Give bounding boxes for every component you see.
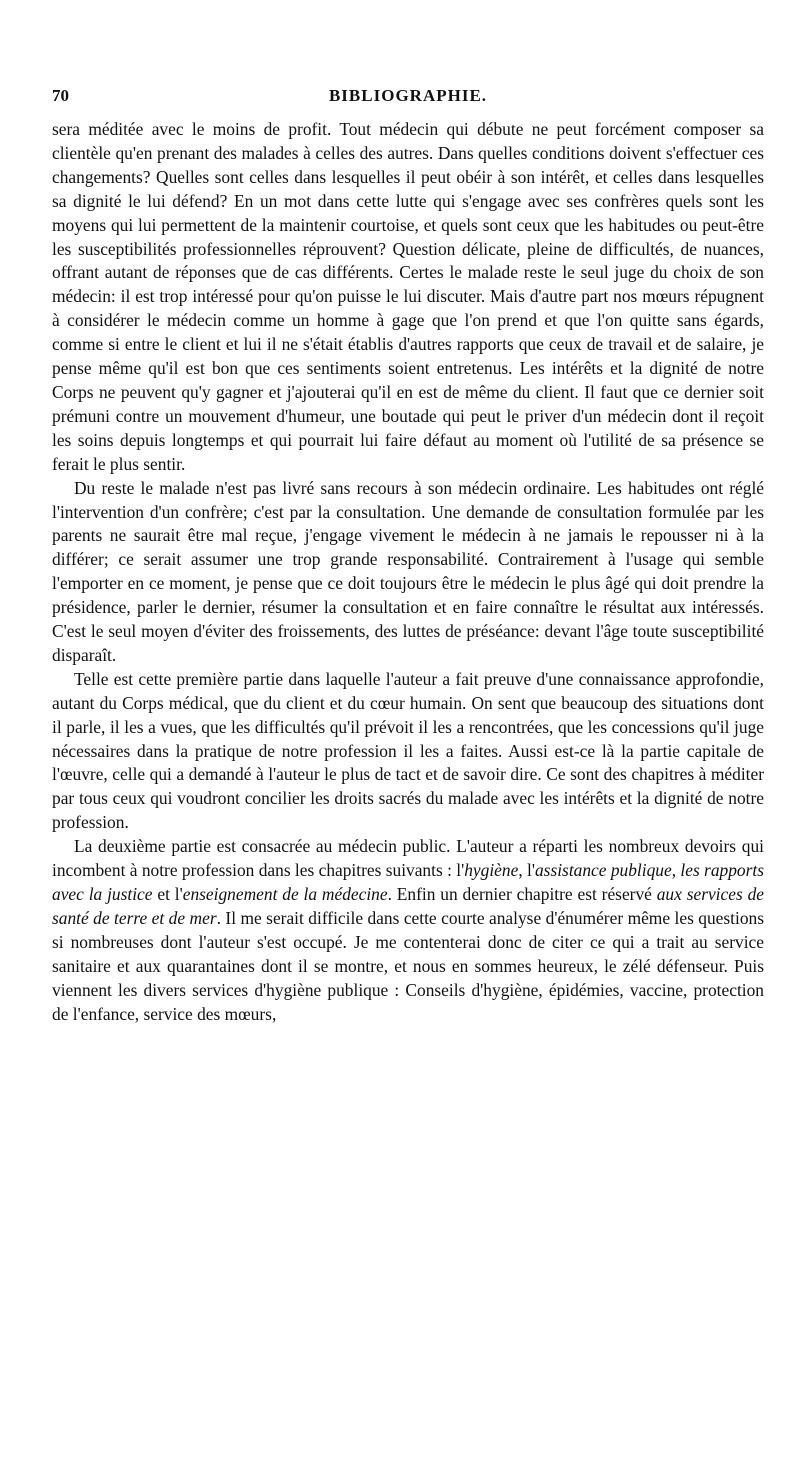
paragraph-4-text: , [671,860,681,881]
running-title: BIBLIOGRAPHIE. [328,86,488,105]
paragraph-4-text: . Enfin un dernier chapitre est réservé [387,884,657,904]
italic-term-hygiene: hygiène [464,860,519,881]
paragraph-4 [52,835,764,1026]
paragraph-4-text: La deuxième partie est consacrée au médecin public. L'auteur a réparti les nombreux devoirs qui incombent à notre profession dans les chapitres suivants : [52,836,764,881]
page [52,86,764,1456]
page-header [52,86,764,116]
paragraph-4-text: , [518,860,528,881]
paragraph-2: Du reste le malade n'est pas livré sans recours à son médecin ordinaire. Les habitudes ont réglé l'intervention d'un confrère; c'est par la consultation. Une demande de consultation formulée par les parents ne saurait être mal reçue, j'engage vivement le médecin à ne jamais le repousser ni à la différer; ce serait assumer une trop grande responsabilité. Contrairement à l'usage qui semble l'emporter en ce moment, je pense que ce doit toujours être le médecin le plus âgé qui doit prendre la présidence, parler le dernier, résumer la consultation et en faire connaître le résultat aux intéressés. C'est le seul moyen d'éviter des froissements, des luttes de préséance: devant l'âge toute susceptibilité disparaît. [52,477,764,665]
paragraph-4-text: l' [527,860,535,881]
paragraph-1: sera méditée avec le moins de profit. Tout médecin qui débute ne peut forcément composer sa clientèle qu'en prenant des malades à celles des autres. Dans quelles conditions doivent s'effectuer ces changements? Quelles sont celles dans lesquelles il peut obéir à son intérêt, et celles dans lesquelles sa dignité le lui défend? En un mot dans cette lutte qui s'engage avec ses confrères quels sont les moyens qui lui permettent de la maintenir courtoise, et quels sont ceux que les habitudes ou peut-être les susceptibilités professionnelles réprouvent? Question délicate, pleine de difficultés, de nuances, offrant autant de réponses que de cas différents. Certes le malade reste le seul juge du choix de son médecin: il est trop intéressé pour qu'on puisse le lui discuter. Mais d'autre part nos mœurs répugnent à considérer le médecin comme un homme à gage que l'on prend et que l'on quitte sans égards, comme si entre le client et lui il ne s'était établis d'autres rapports que ceux de travail et de salaire, je pense même qu'il est bon que ces sentiments soient entretenus. Les intérêts et la dignité de notre Corps ne peuvent qu'y gagner et j'ajouterai qu'il en est de même du client. Il faut que ce dernier soit prémuni contre un mouvement d'humeur, une boutade qui peut le priver d'un médecin dont il reçoit les soins depuis longtemps et qui pourrait lui faire défaut au moment où l'utilité de sa présence se ferait le plus sentir. [52,119,764,474]
paragraph-4-text: l' [456,860,465,881]
italic-term-assistance-publique: assistance publique [534,860,672,881]
paragraph-3: Telle est cette première partie dans laquelle l'auteur a fait preuve d'une connaissance approfondie, autant du Corps médical, que du client et du cœur humain. On sent que beaucoup des situations dont il parle, il les a vues, que les difficultés qu'il prévoit il les a rencontrées, que les concessions qu'il juge nécessaires dans la pratique de notre profession il les a faites. Aussi est-ce là la partie capitale de l'œuvre, celle qui a demandé à l'auteur le plus de tact et de savoir dire. Ce sont des chapitres à méditer par tous ceux qui voudront concilier les droits sacrés du malade avec les intérêts et la dignité de notre profession. [52,668,764,833]
italic-term-enseignement: enseignement de la médecine [182,884,388,904]
paragraph-4-text: l' [174,884,183,904]
paragraph-4-text: . Il me serait difficile dans cette courte analyse d'énumérer même les questions si nombreuses dont l'auteur s'est occupé. Je me contenterai donc de citer ce qui a trait au service sanitaire et aux quarantaines dont il se montre, et nous en sommes heureux, le zélé défenseur. Puis viennent les divers services d'hygiène publique : Conseils d'hygiène, épidémies, vaccine, protection de l'enfance, service des mœurs, [52,907,764,1024]
paragraph-4-text: et [152,884,175,904]
italic-term-services-sante: aux services de santé de terre et de mer [52,884,764,928]
body-text [52,118,764,1026]
italic-term-rapports-justice: les rapports avec la justice [52,860,764,904]
page-number: 70 [52,86,69,105]
